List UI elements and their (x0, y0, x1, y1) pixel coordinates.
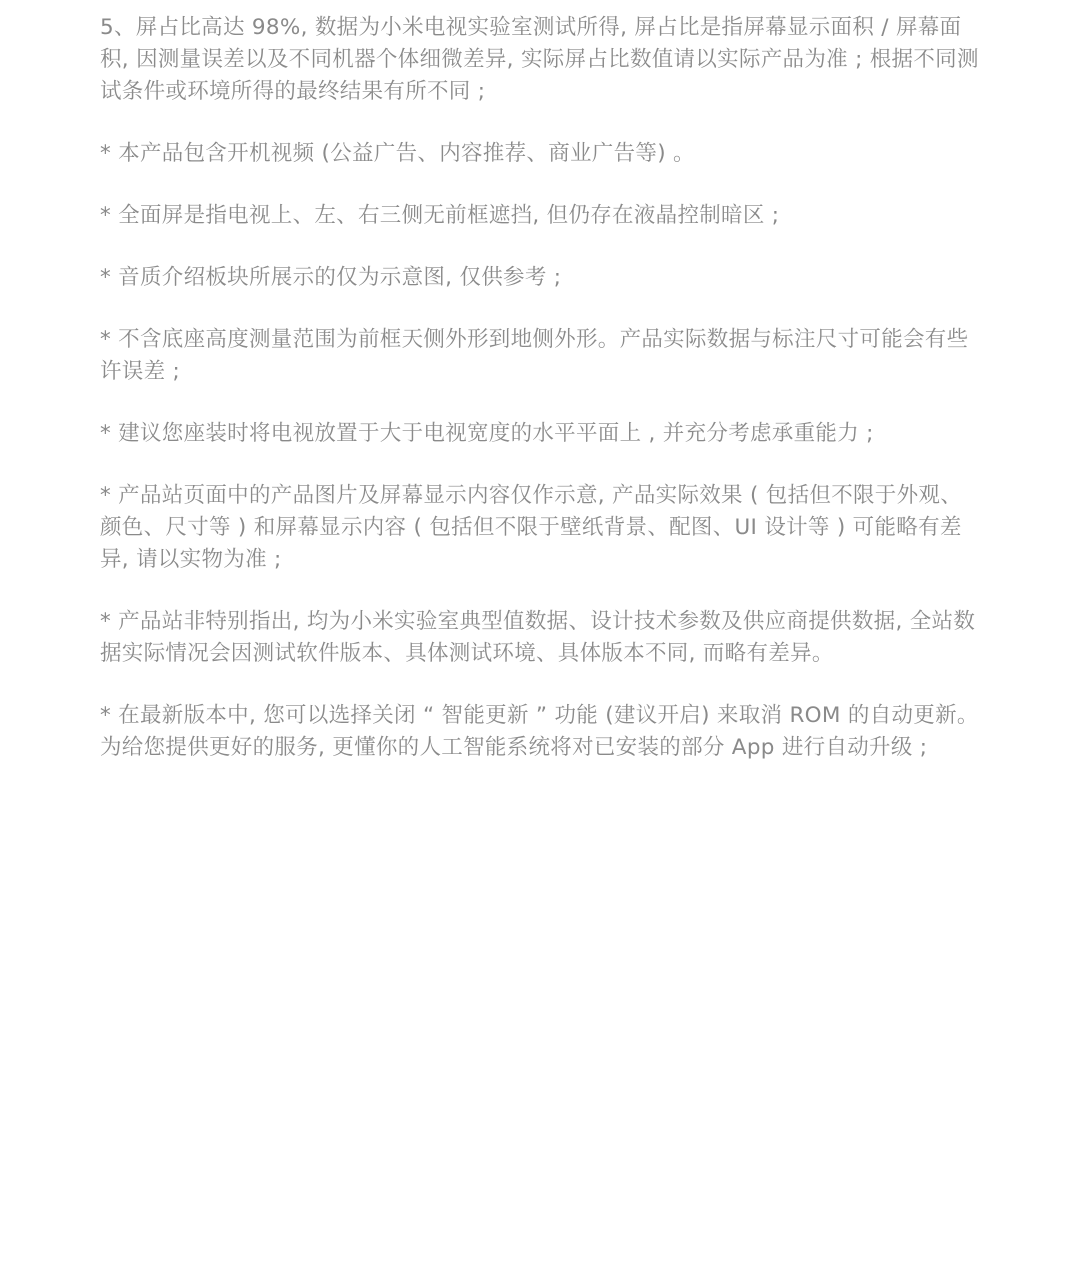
note-image-disclaimer: * 产品站页面中的产品图片及屏幕显示内容仅作示意, 产品实际效果 ( 包括但不限于外观、颜色、尺寸等 ) 和屏幕显示内容 ( 包括但不限于壁纸背景、配图、UI 设计等 ) 可能略有差异, 请以实物为准 ; (100, 483, 963, 572)
note-dimension-measure: * 不含底座高度测量范围为前框天侧外形到地侧外形。产品实际数据与标注尺寸可能会有些许误差 ; (100, 327, 969, 384)
note-full-screen: * 全面屏是指电视上、左、右三侧无前框遮挡, 但仍存在液晶控制暗区 ; (100, 203, 780, 228)
note-data-source: * 产品站非特别指出, 均为小米实验室典型值数据、设计技术参数及供应商提供数据, 全站数据实际情况会因测试软件版本、具体测试环境、具体版本不同, 而略有差异。 (100, 609, 976, 666)
note-boot-video: * 本产品包含开机视频 (公益广告、内容推荐、商业广告等) 。 (100, 141, 695, 166)
note-smart-update: * 在最新版本中, 您可以选择关闭 “ 智能更新 ” 功能 (建议开启) 来取消 ROM 的自动更新。为给您提供更好的服务, 更懂你的人工智能系统将对已安装的部分 App 进行自动升级 ; (100, 703, 979, 760)
note-mounting-advice: * 建议您座装时将电视放置于大于电视宽度的水平平面上 , 并充分考虑承重能力 ; (100, 421, 874, 446)
note-audio-diagram: * 音质介绍板块所展示的仅为示意图, 仅供参考 ; (100, 265, 562, 290)
note-screen-ratio: 5、屏占比高达 98%, 数据为小米电视实验室测试所得, 屏占比是指屏幕显示面积 / 屏幕面积, 因测量误差以及不同机器个体细微差异, 实际屏占比数值请以实际产品为准 ; 根据不同测试条件或环境所得的最终结果有所不同 ; (100, 15, 979, 104)
disclaimer-notes (100, 12, 980, 794)
